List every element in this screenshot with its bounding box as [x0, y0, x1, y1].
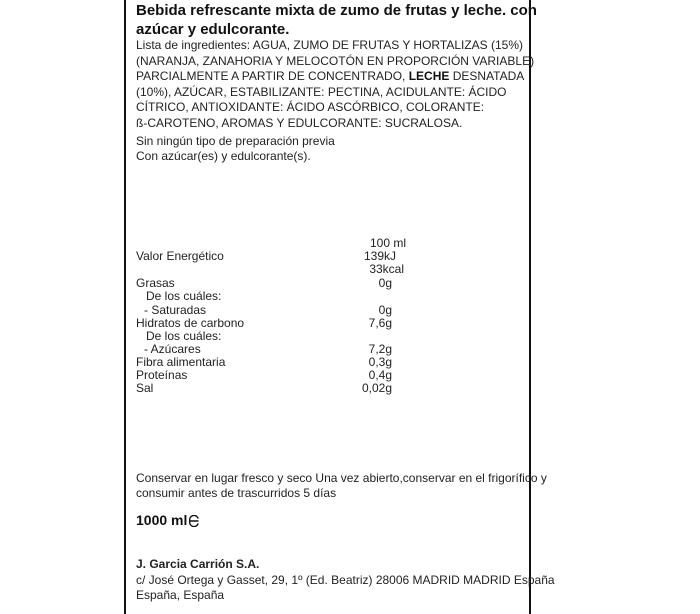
nutrient-value: 0g — [378, 276, 392, 290]
net-volume-text: 1000 ml — [136, 512, 188, 528]
nutrition-header: 100 ml — [369, 236, 406, 250]
ingredients-line: ß-CAROTENO, AROMAS Y EDULCORANTE: SUCRALOSA. — [136, 115, 463, 130]
company-name: J. Garcia Carrión S.A. — [136, 557, 260, 571]
ingredients-text: DESNATADA — [449, 69, 525, 84]
ingredients-list — [136, 38, 534, 132]
ingredients-line: (NARANJA, ZANAHORIA Y MELOCOTÓN EN PROPORCIÓN VARIABLE) — [136, 53, 535, 68]
company-address: España, España — [136, 588, 225, 602]
product-title — [136, 1, 537, 39]
sweetener-notice: Con azúcar(es) y edulcorante(s). — [136, 149, 311, 163]
preparation-text: Sin ningún tipo de preparación previa — [136, 134, 335, 148]
nutrient-value: 0,4g — [368, 368, 392, 382]
ingredients-text: PARCIALMENTE A PARTIR DE CONCENTRADO, — [136, 69, 409, 84]
energy-label: Valor Energético — [136, 249, 224, 263]
nutrient-sublabel: De los cuáles: — [146, 289, 222, 303]
energy-kj-value: 139kJ — [363, 249, 396, 263]
ingredients-line: CÍTRICO, ANTIOXIDANTE: ÁCIDO ASCÓRBICO, COLORANTE: — [136, 100, 485, 115]
nutrient-label: Proteínas — [136, 368, 188, 382]
allergen-text: LECHE — [408, 69, 450, 84]
nutrient-label: Grasas — [136, 276, 175, 290]
storage-instructions: Conservar en lugar fresco y seco Una vez abierto,conservar en el frigorífico y — [136, 471, 547, 485]
nutrient-label: - Azúcares — [144, 342, 201, 356]
estimated-sign-icon — [188, 515, 200, 527]
title-line: azúcar y edulcorante. — [136, 21, 290, 38]
nutrient-label: Sal — [136, 381, 154, 395]
ingredients-line: Lista de ingredientes: AGUA, ZUMO DE FRUTAS Y HORTALIZAS (15%) — [136, 38, 524, 52]
nutrient-value: 7,6g — [368, 316, 392, 330]
ingredients-line: (10%), AZÚCAR, ESTABILIZANTE: PECTINA, ACIDULANTE: ÁCIDO — [136, 84, 507, 99]
nutrient-value: 0,02g — [361, 381, 392, 395]
nutrient-value: 7,2g — [368, 342, 392, 356]
energy-kcal-value: 33kcal — [369, 262, 404, 276]
product-label — [124, 0, 555, 614]
net-volume — [136, 512, 200, 528]
nutrient-label: Fibra alimentaria — [136, 355, 226, 369]
nutrient-label: Hidratos de carbono — [136, 316, 245, 330]
nutrient-label: - Saturadas — [144, 303, 207, 317]
title-line: Bebida refrescante mixta de zumo de frutas y leche. con — [136, 2, 537, 19]
nutrient-sublabel: De los cuáles: — [146, 329, 222, 343]
company-address: c/ José Ortega y Gasset, 29, 1º (Ed. Beatriz) 28006 MADRID MADRID España — [136, 573, 555, 587]
nutrient-value: 0g — [378, 303, 392, 317]
storage-instructions: consumir antes de trascurridos 5 días — [136, 486, 337, 500]
ingredients-line — [136, 69, 534, 85]
nutrient-value: 0,3g — [368, 355, 392, 369]
